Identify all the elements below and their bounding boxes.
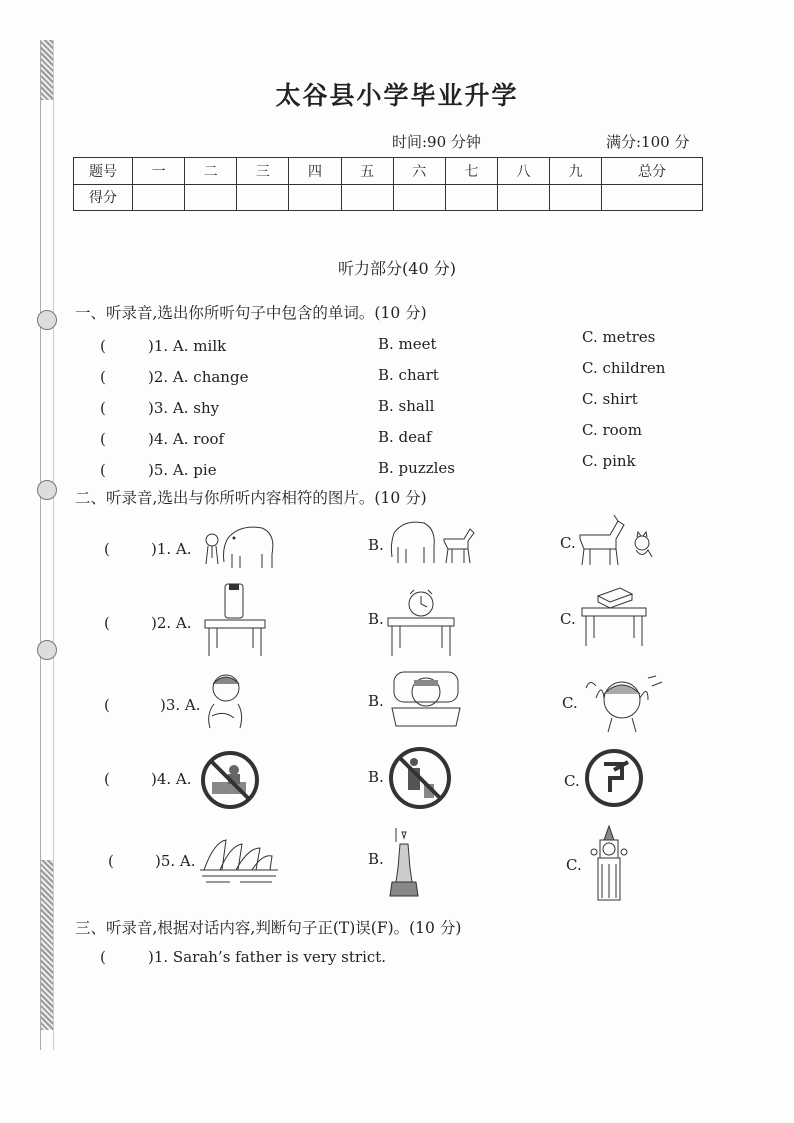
option-c-label: C. [562, 694, 578, 712]
option-b: B. deaf [378, 428, 432, 446]
answer-paren[interactable]: ( [100, 337, 106, 355]
option-c: C. pink [582, 452, 636, 470]
score-cell: 总分 [602, 158, 703, 185]
no-littering-sign-icon[interactable] [388, 746, 452, 810]
answer-paren[interactable]: ( [104, 614, 110, 632]
big-ben-icon[interactable] [588, 824, 630, 902]
answer-paren[interactable]: ( [100, 368, 106, 386]
option-b-label: B. [368, 768, 384, 786]
option-c-label: C. [560, 610, 576, 628]
score-input-cell[interactable] [289, 184, 341, 211]
binding-hole [37, 640, 57, 660]
no-parking-sign-icon[interactable] [584, 748, 644, 808]
score-cell: 七 [445, 158, 497, 185]
answer-paren[interactable]: ( [104, 770, 110, 788]
score-input-cell[interactable] [445, 184, 497, 211]
option-b-label: B. [368, 692, 384, 710]
answer-paren[interactable]: ( [100, 461, 106, 479]
score-input-cell[interactable] [133, 184, 185, 211]
score-cell: 九 [550, 158, 602, 185]
score-cell: 一 [133, 158, 185, 185]
score-cell: 得分 [74, 184, 133, 211]
option-c-label: C. [564, 772, 580, 790]
exam-title: 太谷县小学毕业升学 [275, 81, 519, 110]
option-a-label: )5. A. [155, 852, 196, 870]
monkey-elephant-icon[interactable] [200, 518, 278, 572]
score-cell: 题号 [74, 158, 133, 185]
score-table-score-row [74, 184, 703, 211]
tf-statement: )1. Sarah’s father is very strict. [148, 948, 387, 966]
score-cell: 六 [393, 158, 445, 185]
score-input-cell[interactable] [497, 184, 549, 211]
statue-of-liberty-icon[interactable] [384, 824, 424, 898]
option-c: C. metres [582, 328, 656, 346]
answer-paren[interactable]: ( [104, 540, 110, 558]
answer-paren[interactable]: ( [100, 948, 106, 966]
option-c-label: C. [560, 534, 576, 552]
no-fishing-sign-icon[interactable] [200, 750, 260, 810]
binding-pattern [41, 860, 53, 1030]
score-table [73, 157, 703, 211]
option-a: )4. A. roof [148, 430, 225, 448]
listening-section-title: 听力部分(40 分) [338, 259, 456, 278]
option-b-label: B. [368, 536, 384, 554]
option-b: B. puzzles [378, 459, 455, 477]
exam-time: 时间:90 分钟 [392, 133, 481, 151]
answer-paren[interactable]: ( [100, 399, 106, 417]
part1-heading: 一、听录音,选出你所听句子中包含的单词。(10 分) [75, 304, 427, 322]
answer-paren[interactable]: ( [100, 430, 106, 448]
headache-girl-icon[interactable] [582, 668, 666, 734]
score-cell: 四 [289, 158, 341, 185]
binding-strip [40, 40, 54, 1050]
sick-in-bed-icon[interactable] [390, 668, 462, 728]
score-input-cell[interactable] [602, 184, 703, 211]
option-a: )2. A. change [148, 368, 249, 386]
thermos-on-table-icon[interactable] [203, 582, 267, 658]
option-a-label: )2. A. [151, 614, 192, 632]
score-input-cell[interactable] [341, 184, 393, 211]
answer-paren[interactable]: ( [104, 696, 110, 714]
option-b: B. chart [378, 366, 439, 384]
horse-cat-icon[interactable] [574, 513, 660, 569]
option-b-label: B. [368, 610, 384, 628]
score-cell: 五 [341, 158, 393, 185]
score-cell: 三 [237, 158, 289, 185]
answer-paren[interactable]: ( [108, 852, 114, 870]
score-input-cell[interactable] [393, 184, 445, 211]
part2-heading: 二、听录音,选出与你所听内容相符的图片。(10 分) [75, 489, 427, 507]
score-input-cell[interactable] [550, 184, 602, 211]
option-c-label: C. [566, 856, 582, 874]
binding-hole [37, 480, 57, 500]
elephant-horse-icon[interactable] [390, 515, 476, 569]
option-a-label: )1. A. [151, 540, 192, 558]
option-c: C. room [582, 421, 642, 439]
option-c: C. children [582, 359, 666, 377]
score-cell: 二 [185, 158, 237, 185]
option-b: B. shall [378, 397, 435, 415]
option-a: )3. A. shy [148, 399, 220, 417]
binding-hole [37, 310, 57, 330]
option-b: B. meet [378, 335, 437, 353]
score-input-cell[interactable] [185, 184, 237, 211]
option-a: )5. A. pie [148, 461, 217, 479]
exam-full-score: 满分:100 分 [606, 133, 690, 151]
clock-on-table-icon[interactable] [386, 582, 456, 658]
sydney-opera-house-icon[interactable] [200, 832, 278, 884]
option-a: )1. A. milk [148, 337, 227, 355]
score-input-cell[interactable] [237, 184, 289, 211]
score-table-header-row [74, 158, 703, 185]
option-b-label: B. [368, 850, 384, 868]
option-a-label: )3. A. [160, 696, 201, 714]
option-c: C. shirt [582, 390, 638, 408]
part3-heading: 三、听录音,根据对话内容,判断句子正(T)误(F)。(10 分) [75, 919, 462, 937]
box-on-table-icon[interactable] [580, 582, 648, 648]
score-cell: 八 [497, 158, 549, 185]
stomachache-boy-icon[interactable] [200, 670, 248, 730]
option-a-label: )4. A. [151, 770, 192, 788]
